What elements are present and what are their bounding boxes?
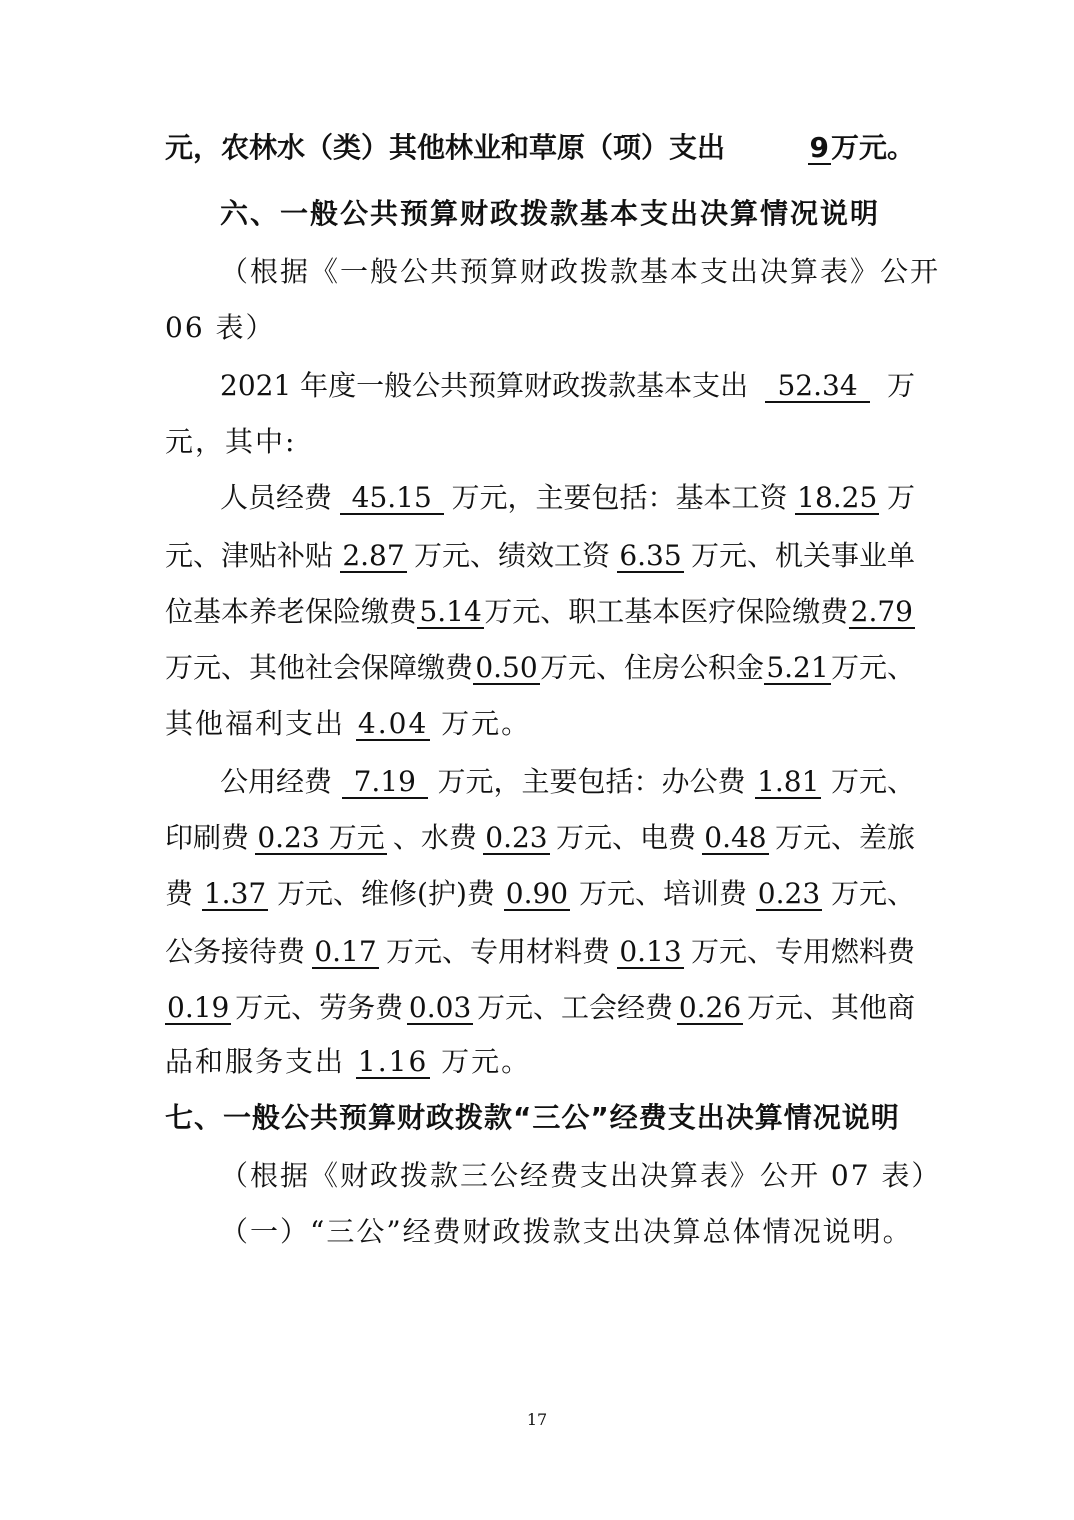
page-number: 17: [526, 1410, 548, 1429]
text-segment: 万元、培训费: [578, 877, 747, 910]
value-underlined: 0.90: [505, 877, 569, 910]
value-underlined: 0.23: [485, 821, 548, 854]
section-heading-6: 六、一般公共预算财政拨款基本支出决算情况说明: [220, 197, 881, 230]
source-note: （根据《财政拨款三公经费支出决算表》公开 07 表）: [220, 1159, 942, 1192]
text-segment: 万元，主要包括：基本工资: [451, 481, 788, 514]
text-segment: 万: [886, 369, 915, 402]
text-segment: 万元。: [441, 707, 532, 740]
text-segment: 万元、: [830, 765, 915, 798]
source-note: （根据《一般公共预算财政拨款基本支出决算表》公开: [220, 255, 941, 288]
text-segment: 万元、其他商: [746, 991, 915, 1024]
paragraph-line: [165, 536, 915, 576]
value-underlined: 7.19: [342, 767, 428, 799]
text-segment: 2021 年度一般公共预算财政拨款基本支出: [220, 369, 749, 402]
value-underlined: 1.37: [203, 877, 267, 910]
text-segment: 万元、职工基本医疗保险缴费: [484, 595, 849, 628]
text-segment: 、水费: [392, 821, 477, 854]
source-note-cont: 06 表）: [165, 311, 276, 344]
paragraph-line: [165, 128, 915, 168]
text-segment: 万元。: [830, 131, 915, 164]
value-underlined: 0.19: [167, 991, 230, 1024]
text-segment: 公用经费: [220, 765, 333, 798]
text-segment: 万元、电费: [555, 821, 696, 854]
text-segment: 万元、机关事业单: [690, 539, 915, 572]
paragraph-line: [165, 704, 915, 744]
text-segment: 其他福利支出: [165, 707, 346, 740]
text-segment: 位基本养老保险缴费: [165, 595, 418, 628]
value-underlined: 1.16: [357, 1045, 429, 1078]
value-underlined: 0.13: [619, 935, 682, 968]
paragraph-line: [165, 818, 915, 858]
value-underlined: 52.34: [765, 371, 869, 403]
value-underlined: 2.79: [850, 595, 913, 628]
text-segment: 万元、住房公积金: [539, 651, 764, 684]
value-underlined: 4.04: [357, 707, 429, 740]
value-underlined: 0.50: [475, 651, 538, 684]
value-underlined: 45.15: [340, 483, 444, 515]
paragraph-line: [165, 932, 915, 972]
value-underlined: 0.48: [704, 821, 767, 854]
value-underlined: 2.87: [342, 539, 405, 572]
paragraph-line: 元，其中:: [165, 425, 297, 458]
text-segment: 万元、差旅: [774, 821, 915, 854]
paragraph-line: [220, 762, 915, 802]
value-underlined: 6.35: [619, 539, 682, 572]
section-heading-7: 七、一般公共预算财政拨款“三公”经费支出决算情况说明: [165, 1101, 900, 1134]
paragraph-line: [165, 874, 915, 914]
paragraph-line: [220, 478, 915, 518]
text-segment: 万元、维修(护)费: [277, 877, 495, 910]
paragraph-line: [165, 988, 915, 1028]
text-segment: 万元、: [830, 651, 915, 684]
text-segment: 万元、工会经费: [477, 991, 674, 1024]
value-underlined: 9: [809, 131, 829, 164]
paragraph-line: [165, 592, 915, 632]
value-underlined: 0.23: [757, 877, 821, 910]
text-segment: 万元、专用燃料费: [690, 935, 915, 968]
text-segment: 元，农林水（类）其他林业和草原（项）支出: [165, 131, 726, 164]
text-segment: 万元、其他社会保障缴费: [165, 651, 474, 684]
text-segment: 人员经费: [220, 481, 333, 514]
text-segment: 万元、劳务费: [235, 991, 404, 1024]
text-segment: 品和服务支出: [165, 1045, 346, 1078]
text-segment: 万元、: [830, 877, 915, 910]
value-underlined: 5.21: [766, 651, 829, 684]
subsection-heading: （一）“三公”经费财政拨款支出决算总体情况说明。: [220, 1215, 913, 1248]
value-underlined: 1.81: [757, 765, 820, 798]
value-underlined: 0.23 万元: [257, 821, 385, 854]
text-segment: 费: [165, 877, 194, 910]
paragraph-line: [165, 1042, 915, 1082]
text-segment: 公务接待费: [165, 935, 306, 968]
text-segment: 万元。: [441, 1045, 532, 1078]
paragraph-line: [220, 366, 915, 406]
text-segment: 万: [886, 481, 915, 514]
value-underlined: 0.17: [314, 935, 377, 968]
text-segment: 元、津贴补贴: [165, 539, 334, 572]
text-segment: 万元、专用材料费: [385, 935, 610, 968]
text-segment: 万元、绩效工资: [413, 539, 610, 572]
value-underlined: 5.14: [419, 595, 482, 628]
value-underlined: 18.25: [797, 481, 878, 514]
text-segment: 万元，主要包括：办公费: [437, 765, 746, 798]
value-underlined: 0.03: [408, 991, 472, 1024]
value-underlined: 0.26: [678, 991, 742, 1024]
paragraph-line: [165, 648, 915, 688]
text-segment: 印刷费: [165, 821, 250, 854]
